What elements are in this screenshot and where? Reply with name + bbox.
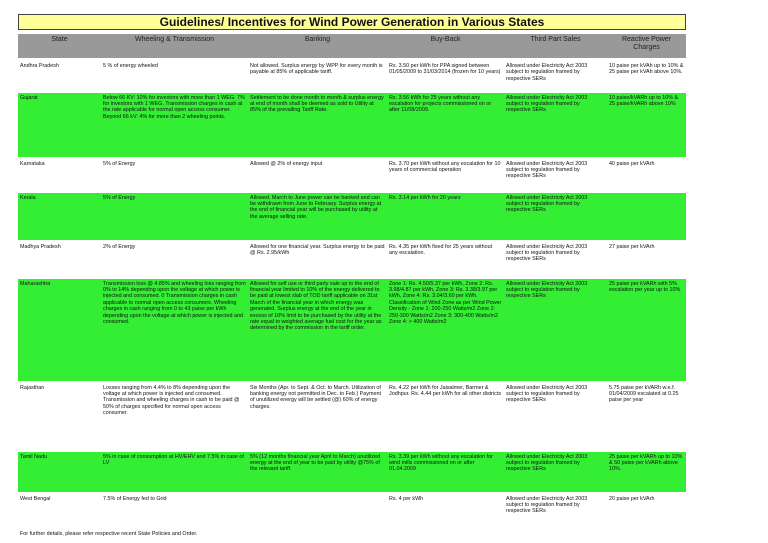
table-row <box>18 493 686 525</box>
cell-reactive: 10 paise per kVAh up to 10% & 25 paise per kVAh above 10%. <box>607 60 686 92</box>
cell-banking <box>248 493 387 525</box>
cell-banking: Six Months (Apr. to Sept. & Oct. to March. Utilization of banking energy not permitted in Dec. to Feb.) Payment of unutilized energy will be settled (@) 60% of energy charges. <box>248 382 387 451</box>
cell-third-party: Allowed under Electricity Act 2003 subject to regulation framed by respective SERs <box>504 241 607 278</box>
table-row <box>18 278 686 382</box>
table-header-row <box>18 34 686 60</box>
table-row <box>18 451 686 493</box>
cell-buyback: Rs. 4.22 per kWh for Jaisalmer, Barmer & Jodhpur. Rs. 4.44 per kWh for all other districts <box>387 382 504 451</box>
cell-buyback: Zone 1: Rs. 4.50/5.37 per kWh, Zone 2: Rs. 3.98/4.87 per kWh, Zone 3: Rs. 3.38/3.97 per kWh, Zone 4: Rs. 3.04/3.60 per kWh. Classification of Wind Zone as per Wind Power Density - Zone 1: 200-250 Watts/m2 Zone 2: 250-300 Watts/m2 Zone 3: 300-400 Watts/m2 Zone 4: > 400 Watts/m2 <box>387 278 504 382</box>
cell-banking: Not allowed. Surplus energy by WPP for every month is payable at 85% of applicable tariff. <box>248 60 387 92</box>
table-row <box>18 60 686 92</box>
cell-third-party: Allowed under Electricity Act 2003 subject to regulation framed by respective SERs <box>504 92 607 158</box>
cell-reactive: 20 paise per kVArh <box>607 493 686 525</box>
table-row <box>18 382 686 451</box>
cell-third-party: Allowed under Electricity Act 2003 subject to regulation framed by respective SERs <box>504 158 607 192</box>
cell-banking: Allowed @ 2% of energy input <box>248 158 387 192</box>
column-header-reactive: Reactive Power Charges <box>607 34 686 60</box>
cell-buyback: Rs. 3.70 per kWh without any escalation for 10 years of commercial operation <box>387 158 504 192</box>
cell-wheeling: 5 % of energy wheeled <box>101 60 248 92</box>
column-header-state: State <box>18 34 101 60</box>
cell-buyback: Rs. 3.39 per kWh without any escalation for wind mills commissioned on or after 01.04.2009 <box>387 451 504 493</box>
cell-wheeling: 5% of Energy <box>101 158 248 192</box>
cell-state: Karnataka <box>18 158 101 192</box>
column-header-buyback: Buy-Back <box>387 34 504 60</box>
cell-third-party: Allowed under Electricity Act 2003 subject to regulation framed by respective SERs <box>504 493 607 525</box>
cell-wheeling: 5% in case of consumption at HV/EHV and 7.5% in case of LV <box>101 451 248 493</box>
cell-wheeling: 7.5% of Energy fed to Grid <box>101 493 248 525</box>
cell-third-party: Allowed under Electricity Act 2003 subject to regulation framed by respective SERs <box>504 278 607 382</box>
column-header-banking: Banking <box>248 34 387 60</box>
cell-banking: Allowed for one financial year. Surplus energy to be paid @ Rs. 2.95/kWh <box>248 241 387 278</box>
cell-wheeling: Transmission loss @ 4.85% and wheeling loss ranging from 0% to 14% depending upon the voltage at which power is injected and consumed. 0 Transmission charges in cash applicable to normal open access consumers. Wheeling charges in cash ranging from 0 to 43 paise per kWh depending upon the voltage at which power is injected and consumed. <box>101 278 248 382</box>
column-header-third-party: Third Part Sales <box>504 34 607 60</box>
cell-reactive: 40 paise per kVArh <box>607 158 686 192</box>
cell-banking: Allowed. March to June power can be banked and can be withdrawn from June to February. Surplus energy at the end of financial year will be purchased by utility at the average selling rate. <box>248 192 387 241</box>
cell-reactive: 27 paise per kVArh <box>607 241 686 278</box>
cell-reactive: 25 paise per kVARh up to 10% & 50 paise per kVARh above 10%. <box>607 451 686 493</box>
table-row <box>18 192 686 241</box>
column-header-wheeling: Wheeling & Transmission <box>101 34 248 60</box>
cell-third-party: Allowed under Electricity Act 2003 subject to regulation framed by respective SERs <box>504 451 607 493</box>
cell-buyback: Rs. 4 per kWh <box>387 493 504 525</box>
cell-wheeling: Below 66 KV: 10% for investors with more than 1 WEG. 7% for investors with 1 WEG. Transmission charges in cash at the rate applicable for normal open access consumer. Beyond 66 kV: 4% for more than 2 wheeling points. <box>101 92 248 158</box>
cell-state: Andhra Pradesh <box>18 60 101 92</box>
cell-third-party: Allowed under Electricity Act 2003 subject to regulation framed by respective SERs <box>504 382 607 451</box>
cell-third-party: Allowed under Electricity Act 2003 subject to regulation framed by respective SERs <box>504 60 607 92</box>
table-row <box>18 158 686 192</box>
cell-third-party: Allowed under Electricity Act 2003 subject to regulation framed by respective SERs <box>504 192 607 241</box>
table-row <box>18 241 686 278</box>
page-title: Guidelines/ Incentives for Wind Power Generation in Various States <box>18 14 686 30</box>
cell-buyback: Rs. 3.56 kWh for 25 years without any escalation for projects commissioned on or after 11/08/2009. <box>387 92 504 158</box>
cell-reactive: 5.75 paise per kVARh w.e.f. 01/04/2009 escalated at 0.25 paise per year <box>607 382 686 451</box>
cell-banking: 5% (12 months financial year April to March) unutilized energy at the end of year to be paid by utility @75% of the relevant tariff. <box>248 451 387 493</box>
incentives-table <box>18 34 686 525</box>
cell-banking: Settlement to be done month to month & surplus energy at end of month shall be deemed as sold to Utility at 85% of the prevailing Tariff Rate. <box>248 92 387 158</box>
cell-state: Kerala <box>18 192 101 241</box>
cell-banking: Allowed for self use or third party sale up to the end of financial year limited to 10% of the energy delivered to be paid at lowest slab of TOD tariff applicable on 31st March of the financial year in which energy was generated. Surplus energy at the end of the year in excess of 10% limit to be purchased by the utility at the rate equal to weighted average fuel cost for the year as determined by the commission in the tariff order. <box>248 278 387 382</box>
cell-state: Tamil Nadu <box>18 451 101 493</box>
cell-state: West Bengal <box>18 493 101 525</box>
cell-state: Madhya Pradesh <box>18 241 101 278</box>
table-row <box>18 92 686 158</box>
cell-reactive: 25 paise per kVARh with 5% escalation per year up to 10% <box>607 278 686 382</box>
cell-state: Rajasthan <box>18 382 101 451</box>
cell-wheeling: 2% of Energy <box>101 241 248 278</box>
cell-wheeling: 5% of Energy <box>101 192 248 241</box>
cell-buyback: Rs. 3.14 per kWh for 20 years <box>387 192 504 241</box>
footnote: For further details, please refer respective recent State Policies and Order. <box>20 531 198 537</box>
cell-reactive <box>607 192 686 241</box>
cell-state: Gujarat <box>18 92 101 158</box>
cell-wheeling: Losses ranging from 4.4% to 8% depending upon the voltage at which power is injected and consumed. Transmission and wheeling charges in cash to be paid @ 50% of charges specified for normal open access consumer. <box>101 382 248 451</box>
cell-state: Maharashtra <box>18 278 101 382</box>
cell-buyback: Rs. 4.35 per kWh fixed for 25 years without any escalation. <box>387 241 504 278</box>
cell-buyback: Rs. 3.50 per kWh for PPA signed between 01/05/2009 to 31/03/2014 (frozen for 10 years) <box>387 60 504 92</box>
cell-reactive: 10 paise/kVARh up to 10% & 25 paise/kVARh above 10% <box>607 92 686 158</box>
